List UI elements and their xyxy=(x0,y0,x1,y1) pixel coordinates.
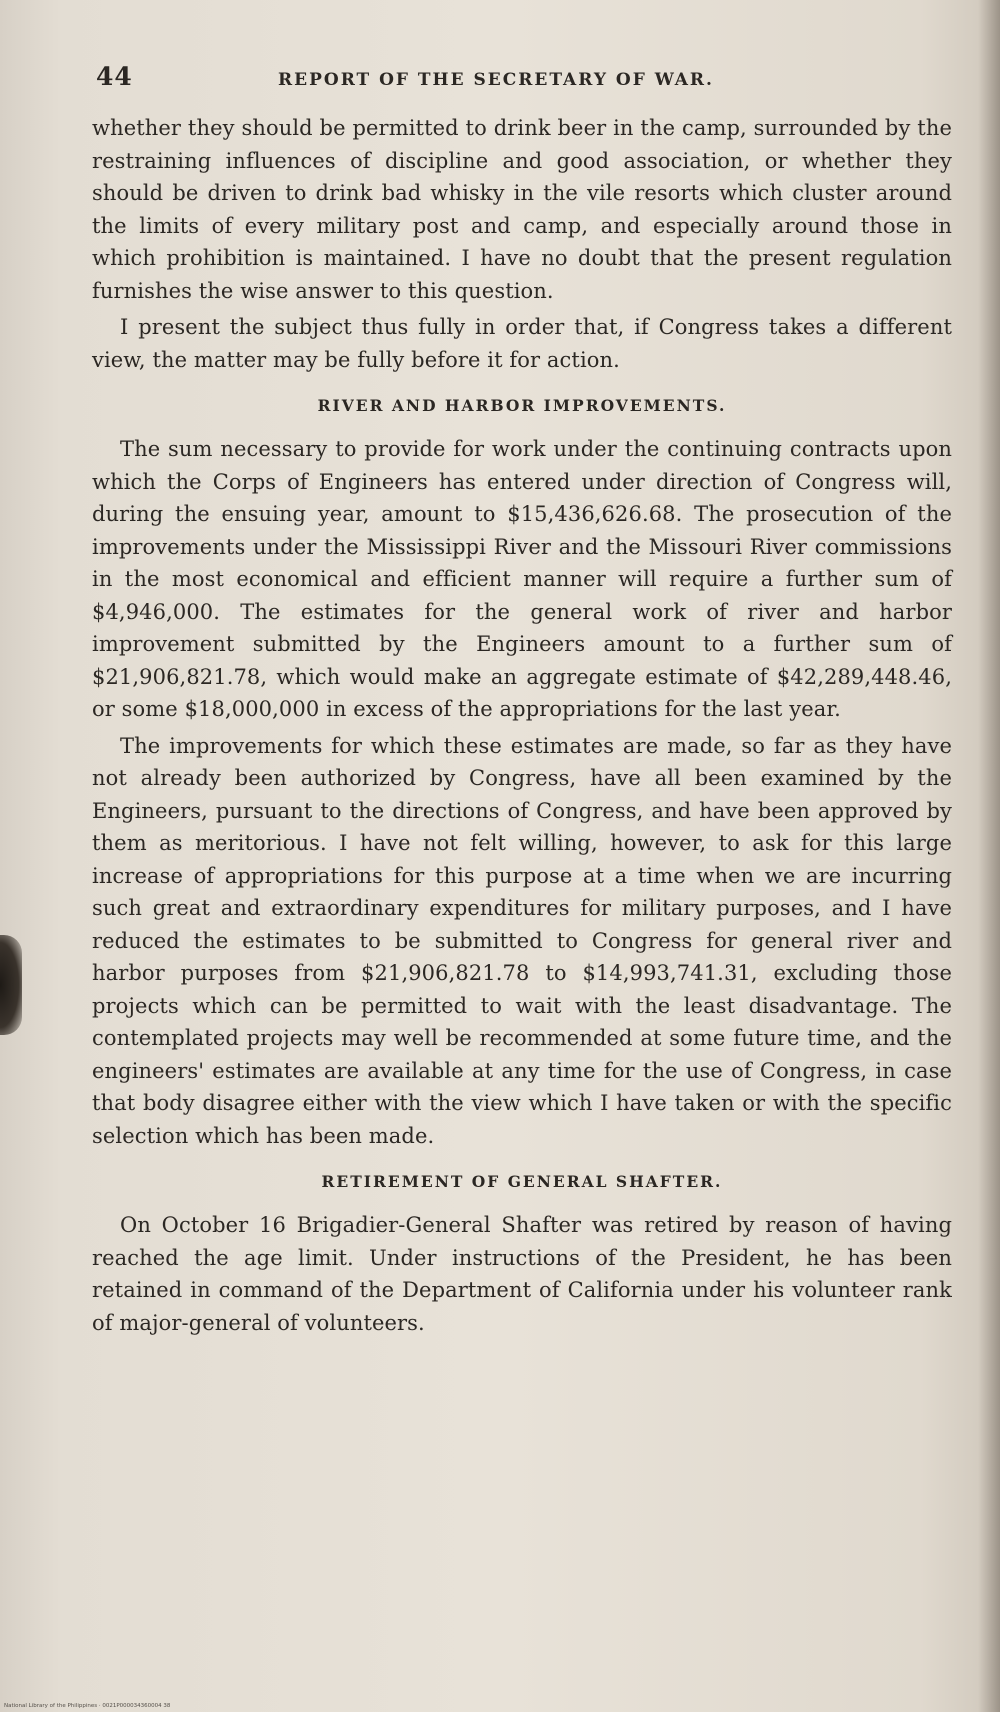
heading-river-harbor: RIVER AND HARBOR IMPROVEMENTS. xyxy=(317,396,727,415)
page-edge-shadow xyxy=(978,0,1000,1712)
paragraph-shafter-retired: On October 16 Brigadier-General Shafter was retired by reason of having reached the age limit. Under instructions of the President, he has been retained in command of the Department of California under his volunteer rank of major-general of volunteers. xyxy=(92,1213,952,1335)
heading-shafter-retirement: RETIREMENT OF GENERAL SHAFTER. xyxy=(321,1172,723,1191)
running-head-title: REPORT OF THE SECRETARY OF WAR. xyxy=(278,70,714,90)
paragraph-engineer-estimates: The sum necessary to provide for work under the continuing contracts upon which the Corps of Engineers has entered under direction of Congress will, during the ensuing year, amount to $15,436,626.68. The prosecution of the improvements under the Mississippi River and the Missouri River commissions in the most economical and efficient manner will require a further sum of $4,946,000. The estimates for the general work of river and harbor improvement submitted by the Engineers amount to a further sum of $21,906,821.78, which would make an aggregate estimate of $42,289,448.46, or some $18,000,000 in excess of the appropriations for the last year. xyxy=(92,437,952,721)
paragraph-improvements-examined: The improvements for which these estimates are made, so far as they have not already been authorized by Congress, have all been examined by the Engineers, pursuant to the directions of Congress, and have been approved by them as meritorious. I have not felt willing, however, to ask for this large increase of appropriations for this purpose at a time when we are incurring such great and extraordinary expenditures for military purposes, and I have reduced the estimates to be submitted to Congress for general river and harbor purposes from $21,906,821.78 to $14,993,741.31, excluding those projects which can be permitted to wait with the least disadvantage. The contemplated projects may well be recommended at some future time, and the engineers' estimates are available at any time for the use of Congress, in case that body disagree either with the view which I have taken or with the specific selection which has been made. xyxy=(92,733,952,1148)
paragraph-beer-question: whether they should be permitted to drink beer in the camp, surrounded by the restraining influences of discipline and good association, or whether they should be driven to drink bad whisky in the vile resorts which cluster around the limits of every military post and camp, and especially around those in which prohibition is maintained. I have no doubt that the present regulation furnishes the wise answer to this question. xyxy=(92,116,952,303)
scan-thumb-blot xyxy=(0,935,22,1035)
scan-credit: National Library of the Philippines · 0021P000034360004 38 xyxy=(4,1703,171,1709)
page-number: 44 xyxy=(96,62,133,91)
body-text xyxy=(92,112,952,1339)
paragraph-subject-presented: I present the subject thus fully in order that, if Congress takes a different view, the matter may be fully before it for action. xyxy=(92,315,952,372)
running-head xyxy=(96,62,956,102)
